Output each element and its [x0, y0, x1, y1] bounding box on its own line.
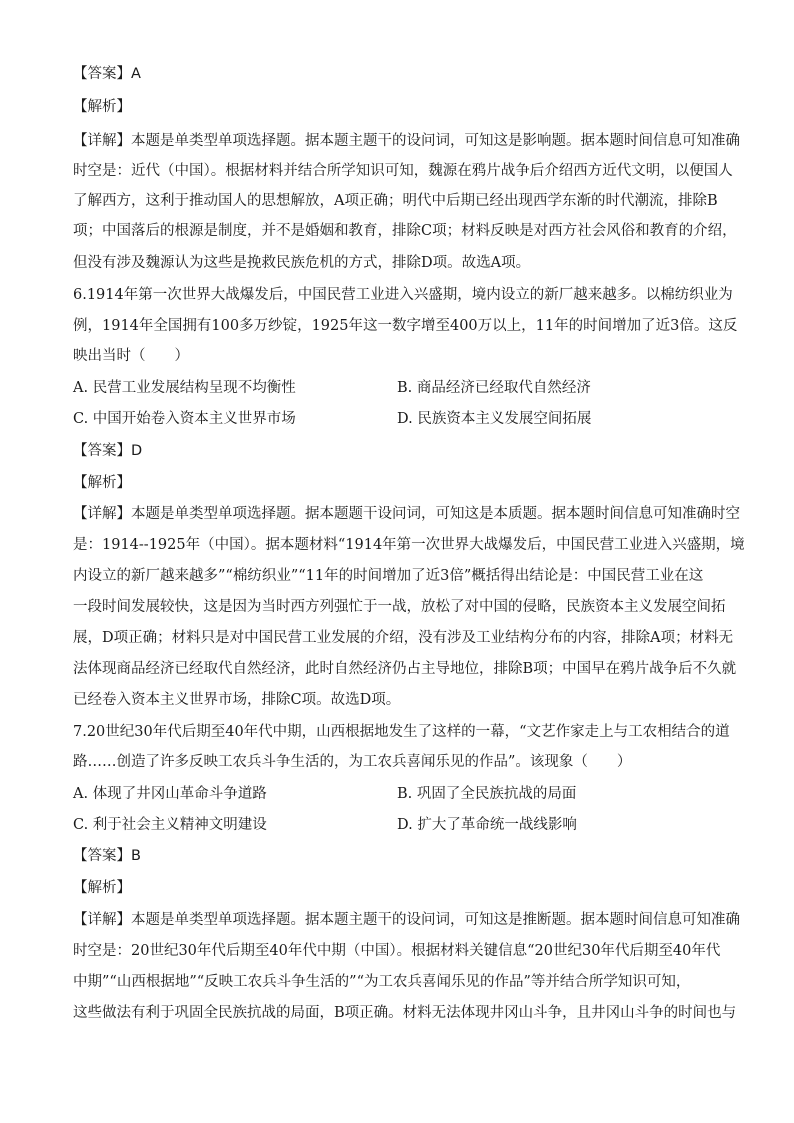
detail-line: 【详解】本题是单类型单项选择题。据本题主题干的设问词，可知这是影响题。据本题时间信息可知准确 — [73, 133, 740, 149]
detail-line: 【详解】本题是单类型单项选择题。据本题主题干的设问词，可知这是推断题。据本题时间信息可知准确 — [73, 912, 740, 928]
detail-line: 一段时间发展较快，这是因为当时西方列强忙于一战，放松了对中国的侵略，民族资本主义发展空间拓 — [73, 599, 726, 615]
detail-line: 内设立的新厂越来越多”“棉纺织业”“11年的时间增加了近3倍”概括得出结论是：中国民营工业在这 — [73, 568, 704, 584]
detail-line: 项；中国落后的根源是制度，并不是婚姻和教育，排除C项；材料反映是对西方社会风俗和教育的介绍， — [73, 223, 737, 239]
answer-label: 【答案】D — [73, 443, 143, 459]
detail-line: 时空是：20世纪30年代后期至40年代中期（中国）。根据材料关键信息“20世纪30年代后期至40年代 — [73, 943, 721, 959]
analysis-label: 【解析】 — [73, 880, 131, 896]
option-a: A. 体现了井冈山革命斗争道路 — [73, 786, 267, 802]
answer-label: 【答案】B — [73, 848, 141, 864]
analysis-label: 【解析】 — [73, 99, 131, 115]
detail-line: 了解西方，这利于推动国人的思想解放，A项正确；明代中后期已经出现西学东渐的时代潮流，排除B — [73, 193, 718, 209]
question-stem-line: 映出当时（ ） — [73, 348, 189, 364]
detail-line: 时空是：近代（中国）。根据材料并结合所学知识可知，魏源在鸦片战争后介绍西方近代文明，以便国人 — [73, 163, 733, 179]
option-a: A. 民营工业发展结构呈现不均衡性 — [73, 380, 296, 396]
detail-line: 展，D项正确；材料只是对中国民营工业发展的介绍，没有涉及工业结构分布的内容，排除A项；材料无 — [73, 630, 734, 646]
detail-line: 是：1914--1925年（中国）。据本题材料“1914年第一次世界大战爆发后，中国民营工业进入兴盛期，境 — [73, 537, 745, 553]
option-c: C. 中国开始卷入资本主义世界市场 — [73, 411, 296, 427]
option-c: C. 利于社会主义精神文明建设 — [73, 817, 267, 833]
question-stem-line: 例，1914年全国拥有100多万纱锭，1925年这一数字增至400万以上，11年的时间增加了近3倍。这反 — [73, 318, 738, 334]
question-stem-line: 7.20世纪30年代后期至40年代中期，山西根据地发生了这样的一幕，“文艺作家走上与工农相结合的道 — [73, 724, 730, 740]
detail-line: 中期”“山西根据地”“反映工农兵斗争生活的”“为工农兵喜闻乐见的作品”等并结合所学知识可知， — [73, 974, 691, 990]
question-stem-line: 路……创造了许多反映工农兵斗争生活的，为工农兵喜闻乐见的作品”。该现象（ ） — [73, 754, 632, 770]
option-d: D. 民族资本主义发展空间拓展 — [397, 411, 592, 427]
detail-line: 【详解】本题是单类型单项选择题。据本题题干设问词，可知这是本质题。据本题时间信息可知准确时空 — [73, 506, 740, 522]
question-stem-line: 6.1914年第一次世界大战爆发后，中国民营工业进入兴盛期，境内设立的新厂越来越多。以棉纺织业为 — [73, 287, 733, 303]
option-b: B. 巩固了全民族抗战的局面 — [397, 786, 577, 802]
analysis-label: 【解析】 — [73, 475, 131, 491]
detail-line: 已经卷入资本主义世界市场，排除C项。故选D项。 — [73, 692, 401, 708]
detail-line: 但没有涉及魏源认为这些是挽救民族危机的方式，排除D项。故选A项。 — [73, 255, 531, 271]
option-d: D. 扩大了革命统一战线影响 — [397, 817, 577, 833]
detail-line: 法体现商品经济已经取代自然经济，此时自然经济仍占主导地位，排除B项；中国早在鸦片战争后不久就 — [73, 661, 737, 677]
answer-label: 【答案】A — [73, 66, 141, 82]
detail-line: 这些做法有利于巩固全民族抗战的局面，B项正确。材料无法体现井冈山斗争，且井冈山斗争的时间也与 — [73, 1005, 737, 1021]
option-b: B. 商品经济已经取代自然经济 — [397, 380, 591, 396]
